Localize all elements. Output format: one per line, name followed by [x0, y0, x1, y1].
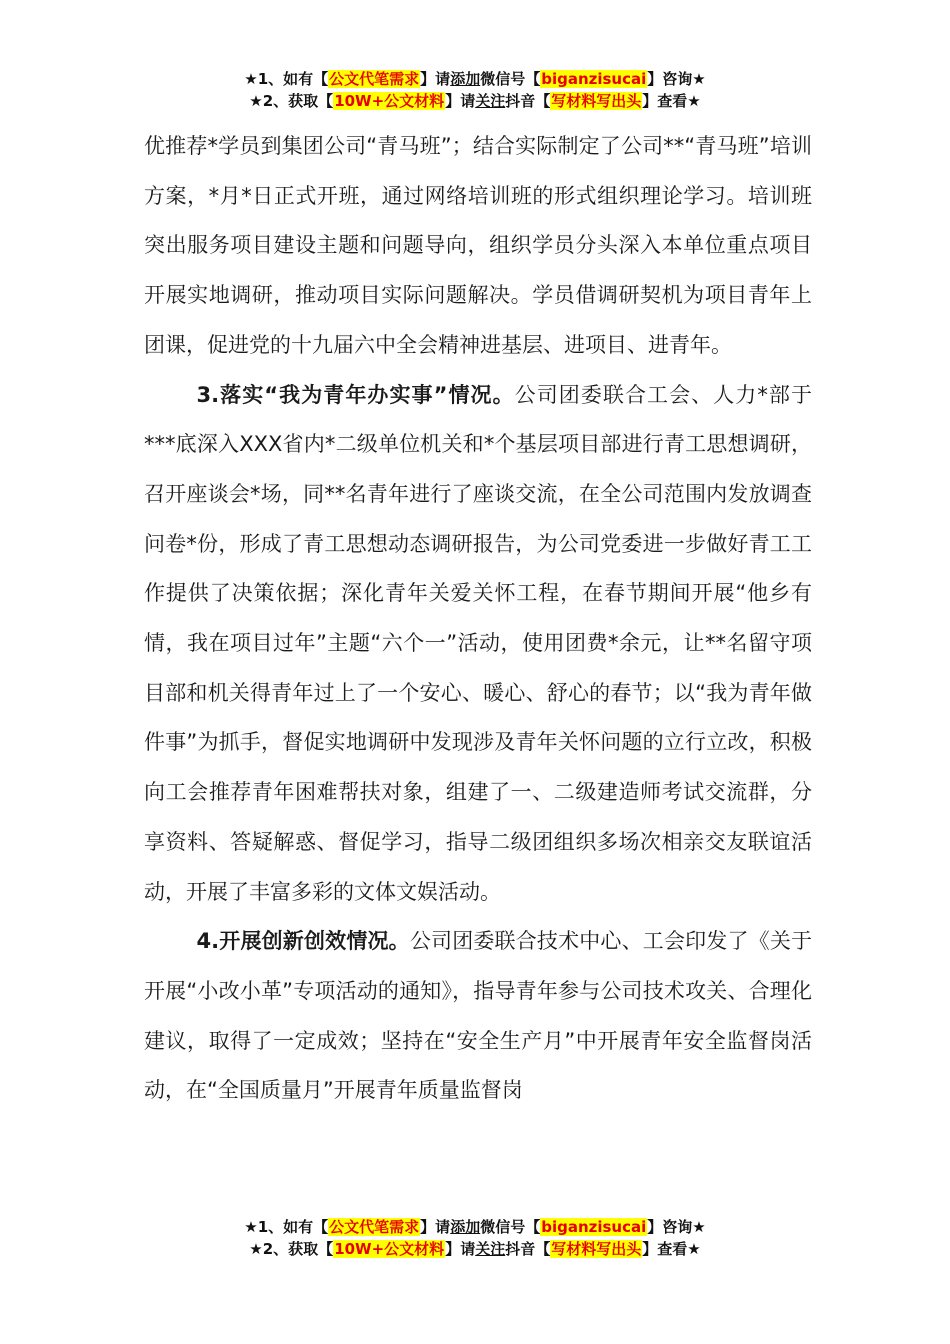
- banner-text: 】查看★: [642, 92, 701, 110]
- paragraph-1: 优推荐*学员到集团公司“青马班”；结合实际制定了公司**“青马班”培训方案，*月*日正式开班，通过网络培训班的形式组织理论学习。培训班突出服务项目建设主题和问题导向，组织学员分头深入本单位重点项目开展实地调研，推动项目实际问题解决。学员借调研契机为项目青年上团课，促进党的十九届六中全会精神进基层、进项目、进青年。: [144, 134, 812, 357]
- banner-text: 】查看★: [642, 1240, 701, 1258]
- banner-highlight: biganzisucai: [541, 1218, 647, 1236]
- banner-text: 】请: [445, 92, 476, 110]
- banner-text: ★2、获取【: [249, 1240, 334, 1258]
- banner-text: 】请: [420, 1218, 451, 1236]
- banner-highlight: biganzisucai: [541, 70, 647, 88]
- banner-text: ★2、获取【: [249, 92, 334, 110]
- paragraph-2: [144, 371, 812, 918]
- banner-text: 微信号【: [480, 70, 541, 88]
- banner-underline: 关注: [475, 92, 506, 110]
- banner-text: 微信号【: [480, 1218, 541, 1236]
- paragraph-2-text: 公司团委联合工会、人力*部于***底深入XXX省内*二级单位机关和*个基层项目部进行青工思想调研，召开座谈会*场，同**名青年进行了座谈交流，在全公司范围内发放调查问卷*份，形成了青工思想动态调研报告，为公司党委进一步做好青工工作提供了决策依据；深化青年关爱关怀工程，在春节期间开展“他乡有情，我在项目过年”主题“六个一”活动，使用团费*余元，让**名留守项目部和机关得青年过上了一个安心、暖心、舒心的春节；以“我为青年做件事”为抓手，督促实地调研中发现涉及青年关怀问题的立行立改，积极向工会推荐青年困难帮扶对象，组建了一、二级建造师考试交流群，分享资料、答疑解惑、督促学习，指导二级团组织多场次相亲交友联谊活动，开展了丰富多彩的文体文娱活动。: [144, 382, 812, 904]
- paragraph-3-text: 公司团委联合技术中心、工会印发了《关于开展“小改小革”专项活动的通知》，指导青年参与公司技术攻关、合理化建议，取得了一定成效；坚持在“安全生产月”中开展青年安全监督岗活动，在“全国质量月”开展青年质量监督岗: [144, 929, 812, 1103]
- footer-banner: [0, 1216, 950, 1260]
- banner-highlight: 10W+公文材料: [334, 92, 445, 110]
- banner-text: ★1、如有【: [244, 70, 329, 88]
- banner-highlight: 公文代笔需求: [329, 1218, 420, 1236]
- banner-line-1: [0, 1216, 950, 1238]
- banner-highlight: 写材料写出头: [551, 92, 642, 110]
- section-heading-3: 3.落实“我为青年办实事”情况。: [196, 382, 515, 407]
- banner-highlight: 写材料写出头: [551, 1240, 642, 1258]
- banner-line-2: [0, 90, 950, 112]
- banner-underline: 添加: [450, 70, 481, 88]
- banner-text: ★1、如有【: [244, 1218, 329, 1236]
- banner-text: 】咨询★: [647, 70, 706, 88]
- banner-text: 抖音【: [505, 1240, 551, 1258]
- banner-text: 】请: [420, 70, 451, 88]
- banner-line-1: [0, 68, 950, 90]
- document-body: [144, 122, 812, 1116]
- section-heading-4: 4.开展创新创效情况。: [196, 929, 410, 954]
- banner-highlight: 10W+公文材料: [334, 1240, 445, 1258]
- banner-highlight: 公文代笔需求: [329, 70, 420, 88]
- banner-underline: 添加: [450, 1218, 481, 1236]
- header-banner: [0, 68, 950, 112]
- banner-text: 】请: [445, 1240, 476, 1258]
- banner-text: 抖音【: [505, 92, 551, 110]
- paragraph-3: [144, 917, 812, 1116]
- banner-text: 】咨询★: [647, 1218, 706, 1236]
- banner-line-2: [0, 1238, 950, 1260]
- banner-underline: 关注: [475, 1240, 506, 1258]
